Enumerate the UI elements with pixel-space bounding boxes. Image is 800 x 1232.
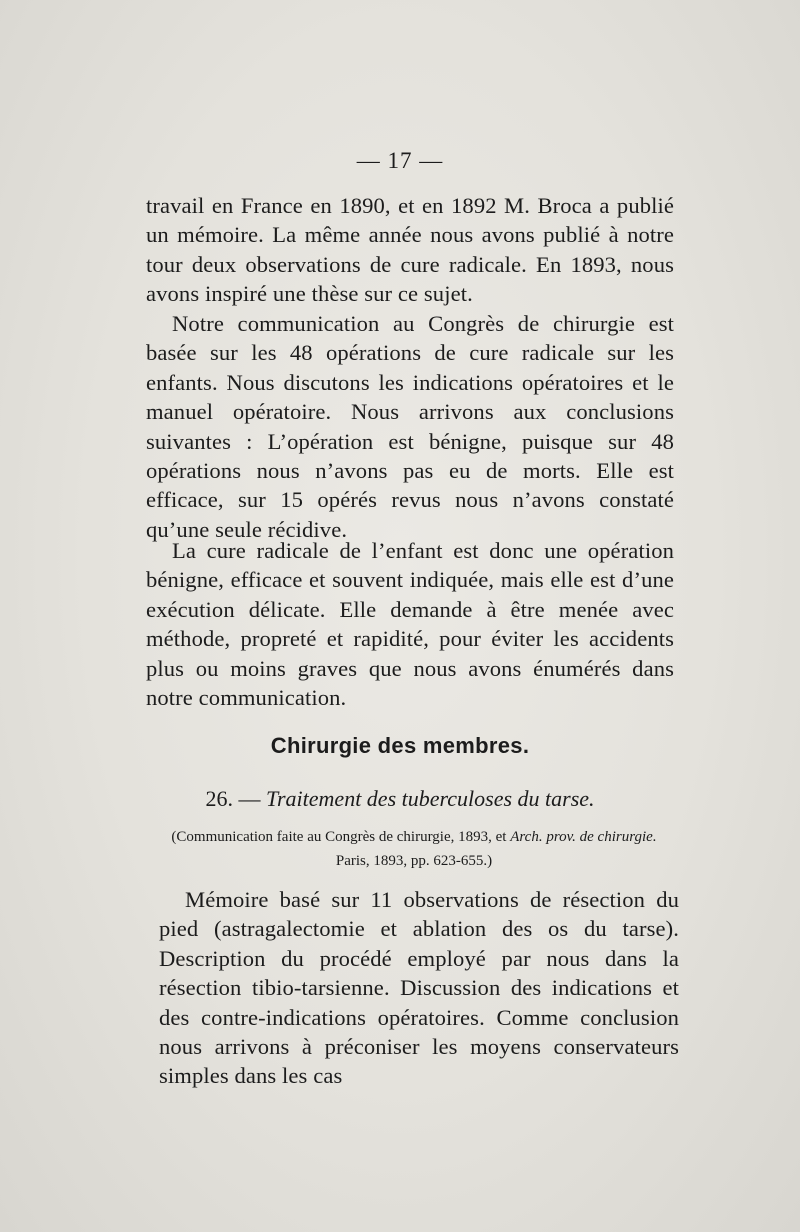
entry-title-text: Traitement des tuberculoses du tarse.	[265, 786, 595, 811]
paragraph-text: La cure radicale de l’enfant est donc une opération bénigne, efficace et souvent indiquée, mais elle est d’une exécution délicate. Elle demande à être menée avec méthode, propreté et rapidité, pour éviter les accidents plus ou moins graves que nous avons énumérés dans notre communication.	[146, 538, 674, 711]
entry-citation	[160, 825, 668, 873]
paragraph-continuation	[146, 191, 674, 309]
paragraph-text: Notre communication au Congrès de chirurgie est basée sur les 48 opérations de cure radicale sur les enfants. Nous discutons les indications opératoires et le manuel opératoire. Nous arrivons aux conclusions suivantes : L’opération est bénigne, puisque sur 48 opérations nous n’avons pas eu de morts. Elle est efficace, sur 15 opérés revus nous n’avons constaté qu’une seule récidive.	[146, 311, 674, 542]
page-number: — 17 —	[356, 148, 444, 173]
entry-body	[159, 885, 679, 1091]
citation-prefix: (Communication faite au Congrès de chirurgie, 1893, et	[171, 829, 511, 845]
paragraph-conclusion	[146, 536, 674, 712]
paragraph-text: travail en France en 1890, et en 1892 M. Broca a publié un mémoire. La même année nous avons publié à notre tour deux observations de cure radicale. En 1893, nous avons inspiré une thèse sur ce sujet.	[146, 193, 674, 307]
entry-title	[0, 786, 800, 812]
citation-journal: Arch. prov. de chirurgie.	[510, 829, 657, 845]
citation-suffix: Paris, 1893, pp. 623-655.)	[335, 853, 493, 869]
section-heading: Chirurgie des membres.	[270, 733, 530, 758]
paragraph-communication	[146, 309, 674, 544]
entry-number: 26. —	[205, 786, 266, 811]
paragraph-text: Mémoire basé sur 11 observations de résection du pied (astragalectomie et ablation des os du tarse). Description du procédé employé par nous dans la résection tibio-tarsienne. Discussion des indications et des contre-indications opératoires. Comme conclusion nous arrivons à préconiser les moyens conservateurs simples dans les cas	[159, 887, 679, 1089]
